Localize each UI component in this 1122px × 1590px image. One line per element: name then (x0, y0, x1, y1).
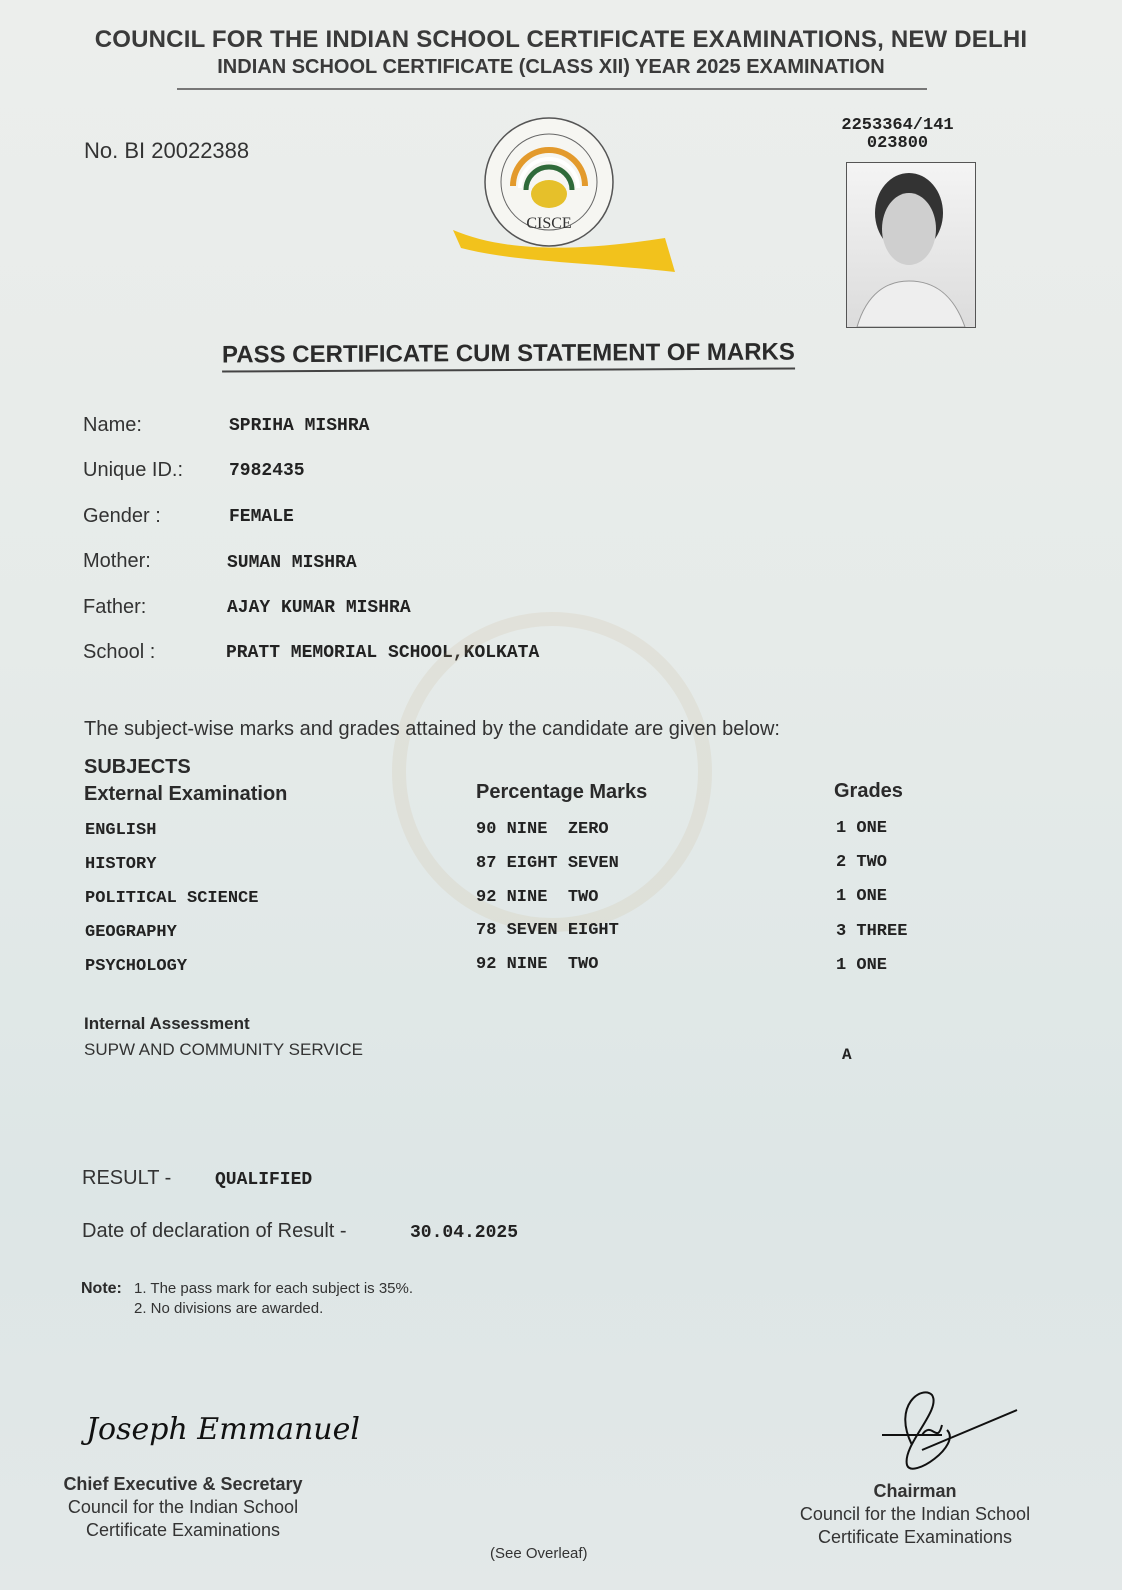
cisce-emblem-icon (425, 112, 685, 282)
reference-numbers (820, 117, 975, 153)
candidate-photo (846, 162, 976, 328)
note-item-1: 1. The pass mark for each subject is 35%. (134, 1280, 414, 1297)
unique-id-label: Unique ID.: (83, 459, 184, 481)
chairman-org-line1: Council for the Indian School (799, 1504, 1031, 1524)
unique-id-value: 7982435 (229, 461, 305, 481)
declaration-label: Date of declaration of Result - (82, 1220, 347, 1242)
secretary-block (33, 1473, 333, 1542)
school-value: PRATT MEMORIAL SCHOOL,KOLKATA (226, 643, 540, 663)
cisce-logo (425, 112, 685, 282)
certificate-number: No. BI 20022388 (84, 138, 250, 163)
chairman-title: Chairman (873, 1481, 957, 1501)
subject-name: POLITICAL SCIENCE (85, 889, 259, 908)
subject-grade: 3 THREE (836, 922, 908, 941)
chairman-block (765, 1480, 1065, 1549)
secretary-org-line2: Certificate Examinations (85, 1520, 281, 1540)
council-heading: COUNCIL FOR THE INDIAN SCHOOL CERTIFICATE EXAMINATIONS, NEW DELHI (94, 26, 1028, 53)
chairman-org-line2: Certificate Examinations (817, 1527, 1013, 1547)
declaration-date: 30.04.2025 (410, 1223, 519, 1243)
subject-marks: 90 NINE ZERO (476, 820, 609, 839)
subject-marks: 87 EIGHT SEVEN (476, 854, 619, 873)
note-item-2: 2. No divisions are awarded. (134, 1300, 324, 1317)
mother-value: SUMAN MISHRA (227, 553, 357, 573)
subject-marks: 92 NINE TWO (476, 888, 599, 907)
subject-name: PSYCHOLOGY (85, 957, 188, 976)
father-value: AJAY KUMAR MISHRA (227, 598, 411, 618)
subject-name: ENGLISH (85, 821, 157, 840)
grades-heading: Grades (834, 780, 903, 802)
reference-number-1: 2253364/141 (841, 116, 954, 135)
certificate-title: PASS CERTIFICATE CUM STATEMENT OF MARKS (222, 339, 795, 373)
percentage-marks-heading: Percentage Marks (476, 781, 648, 803)
school-label: School : (83, 641, 156, 663)
external-exam-heading: External Examination (84, 783, 288, 805)
gender-label: Gender : (83, 505, 161, 527)
subject-name: HISTORY (85, 855, 157, 874)
note-label: Note: (81, 1280, 122, 1297)
internal-subject: SUPW AND COMMUNITY SERVICE (84, 1040, 363, 1059)
internal-grade: A (842, 1046, 852, 1064)
heading-underline (177, 88, 927, 90)
watermark-seal-icon (392, 612, 712, 932)
result-value: QUALIFIED (215, 1170, 313, 1190)
subjects-heading: SUBJECTS (84, 756, 191, 778)
result-label: RESULT - (82, 1167, 172, 1189)
exam-heading: INDIAN SCHOOL CERTIFICATE (CLASS XII) YEAR 2025 EXAMINATION (217, 56, 885, 78)
see-overleaf: (See Overleaf) (490, 1545, 588, 1562)
logo-text: CISCE (526, 215, 572, 232)
subject-grade: 2 TWO (836, 853, 888, 872)
internal-assessment-heading: Internal Assessment (84, 1014, 250, 1033)
subject-grade: 1 ONE (836, 887, 888, 906)
marks-intro: The subject-wise marks and grades attained by the candidate are given below: (84, 718, 780, 740)
subject-marks: 78 SEVEN EIGHT (476, 921, 619, 940)
reference-number-2: 023800 (866, 134, 929, 153)
subject-marks: 92 NINE TWO (476, 955, 599, 974)
name-value: SPRIHA MISHRA (229, 416, 370, 436)
secretary-signature: Joseph Emmanuel (86, 1412, 360, 1447)
chairman-signature-icon (862, 1385, 1022, 1480)
secretary-org-line1: Council for the Indian School (67, 1497, 299, 1517)
subject-grade: 1 ONE (836, 956, 888, 975)
mother-label: Mother: (83, 550, 151, 572)
name-label: Name: (83, 414, 142, 436)
father-label: Father: (83, 596, 147, 618)
gender-value: FEMALE (229, 507, 294, 527)
secretary-title: Chief Executive & Secretary (63, 1474, 303, 1494)
subject-grade: 1 ONE (836, 819, 888, 838)
subject-name: GEOGRAPHY (85, 923, 177, 942)
candidate-portrait-icon (847, 163, 975, 327)
